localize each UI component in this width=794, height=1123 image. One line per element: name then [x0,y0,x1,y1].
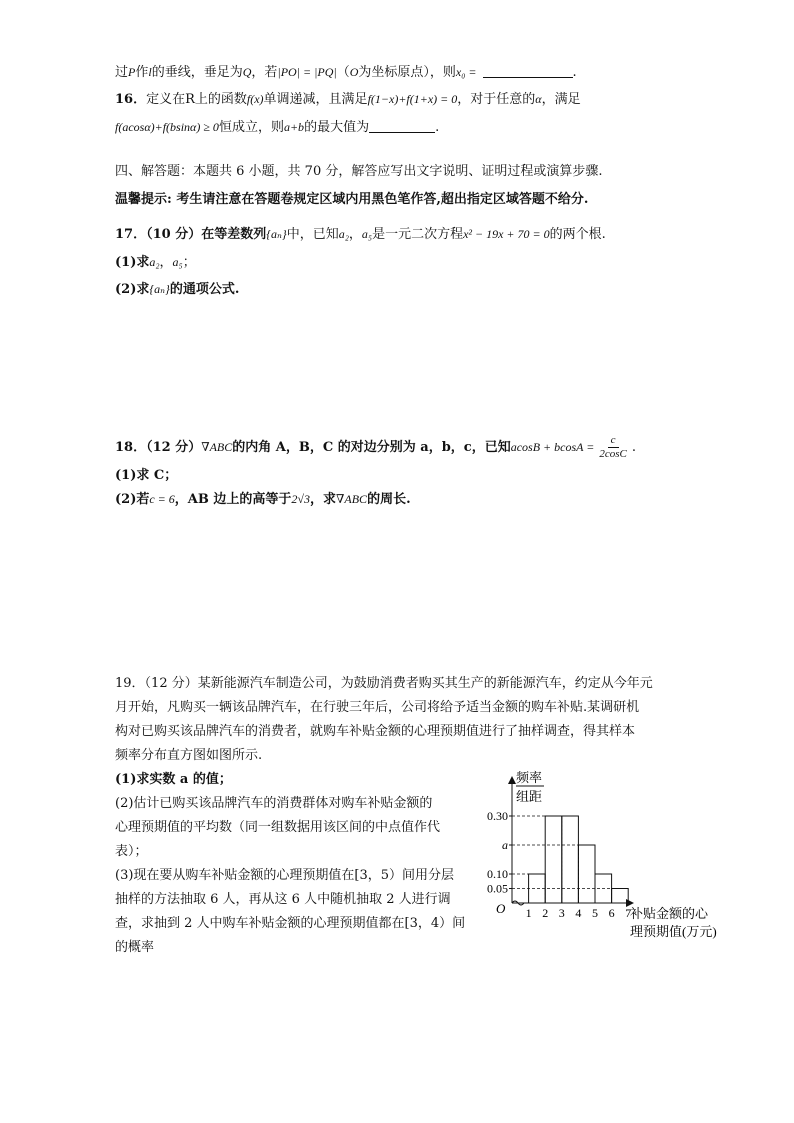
math-triangle: ∇ABC [336,492,368,506]
math-fx: f(x) [246,92,264,106]
q16-line-2 [115,117,439,138]
math-x0: x₀ = [455,65,477,79]
math-a2: a₂ [149,255,160,269]
text: 定义在R上的函数 [146,92,247,107]
text: 过 [115,65,129,80]
math-q: Q [242,65,252,79]
text: 是一元二次方程 [372,227,464,242]
math-fraction [596,434,630,461]
histogram-bar [545,816,562,903]
histogram-bar [612,889,629,904]
text: ； [182,255,196,270]
text: 的两个根. [549,227,606,242]
q19-part-1: (1)求实数 a 的值； [115,772,232,787]
y-axis-arrow [508,776,516,784]
math-lhs: acosB + bcosA = [510,440,595,454]
question-head: 18．（12 分） [115,440,202,455]
q19-part-2b: 心理预期值的平均数（同一组数据用该区间的中点值作代 [115,820,441,835]
math-a-plus-b: a+b [283,120,305,134]
origin-label: O [496,901,506,916]
text: 中，已知 [286,227,339,242]
q19-part-2c: 表）； [115,844,148,859]
y-label-bottom: 组距 [516,789,543,804]
math-o: O [349,65,359,79]
fraction-denominator: 2cosC [599,448,627,460]
section-tip: 温馨提示: 考生请注意在答题卷规定区域内用黑色笔作答,超出指定区域答题不给分. [115,192,589,207]
x-tick-label: 4 [575,906,582,920]
text: ， [159,255,173,270]
y-tick-label: 0.30 [487,809,508,823]
text: ，若 [251,65,278,80]
text: ，满足 [541,92,581,107]
text: 的最大值为 [304,120,370,135]
math-sequence: {aₙ} [149,282,170,296]
text: 作 [135,65,149,80]
q17-part-1 [115,252,196,273]
text: (2)求 [115,282,150,297]
x-tick-label: 3 [558,906,565,920]
q18-part-1: (1)求 C； [115,468,178,483]
math-l: l [148,65,152,79]
text: ， [348,227,362,242]
math-a5: a₅ [361,227,373,241]
q15-continuation-line [115,62,577,83]
text: 单调递减，且满足 [263,92,368,107]
q16-line-1 [115,89,581,110]
text: ，对于任意的 [457,92,536,107]
question-number: 16． [115,92,147,107]
histogram-bar [562,816,579,903]
answer-blank [369,118,435,133]
q19-line-2: 月开始，凡购买一辆该品牌汽车，在行驶三年后，公司将给予适当金额的购车补贴.某调研机 [115,700,640,715]
answer-blank [483,63,573,78]
text: . [572,65,577,80]
math-a5: a₅ [172,255,183,269]
section-title: 四、解答题：本题共 6 小题，共 70 分，解答应写出文字说明、证明过程或演算步骤. [115,164,603,179]
q19-part-3a: (3)现在要从购车补贴金额的心理预期值在[3，5）间用分层 [115,868,455,883]
text: ，AB 边上的高等于 [174,492,292,507]
x-tick-label: 5 [592,906,598,920]
q19-part-3d: 的概率 [115,940,155,955]
q18-part-2 [115,489,411,510]
text: 为坐标原点），则 [358,65,456,80]
math-condition: f(1−x)+f(1+x) = 0 [367,92,458,106]
x-tick-label: 1 [525,906,532,920]
q19-part-3b: 抽样的方法抽取 6 人，再从这 6 人中随机抽取 2 人进行调 [115,892,451,907]
text: 的通项公式. [169,282,240,297]
x-tick-label: 6 [608,906,615,920]
text: ，求 [310,492,337,507]
q17-stem [115,224,606,245]
question-head: 17．（10 分）在等差数列 [115,227,267,242]
text: 的内角 A，B，C 的对边分别为 a，b，c，已知 [232,440,511,455]
x-label-line2: 理预期值(万元) [630,924,717,939]
y-tick-label: a [502,838,508,852]
q19-part-3c: 查，求抽到 2 人中购车补贴金额的心理预期值都在[3，4）间 [115,916,466,931]
math-c: c = 6 [149,492,175,506]
q19-line-4: 频率分布直方图如图所示. [115,748,263,763]
fraction-numerator: c [608,434,619,448]
q18-stem [115,433,636,462]
histogram-bar [578,845,595,903]
q17-part-2 [115,279,239,300]
math-inequality: f(acosα)+f(bsinα) ≥ 0 [115,120,219,134]
text: (2)若 [115,492,150,507]
text: 的垂线，垂足为 [151,65,243,80]
y-label-top: 频率 [516,770,543,785]
text: 的周长. [367,492,411,507]
math-abs-eq: |PO| = |PQ| [277,65,337,79]
text: 恒成立，则 [218,120,284,135]
frequency-histogram [472,768,742,948]
text: . [435,120,440,135]
y-tick-label: 0.10 [487,867,508,881]
x-label-line1: 补贴金额的心 [630,906,709,921]
x-tick-label: 7 [625,906,632,920]
y-tick-label: 0.05 [487,881,508,896]
math-equation: x² − 19x + 70 = 0 [463,227,550,241]
q19-part-2a: (2)估计已购买该品牌汽车的消费群体对购车补贴金额的 [115,796,433,811]
math-sequence: {aₙ} [266,227,287,241]
math-p: P [128,65,136,79]
math-triangle: ∇ABC [201,440,233,454]
text: （ [336,65,350,80]
text: . [631,440,636,455]
math-a2: a₂ [338,227,349,241]
math-alpha: α [535,92,542,106]
text: (1)求 [115,255,150,270]
math-height: 2√3 [291,492,310,506]
x-tick-label: 2 [542,906,549,920]
q19-line-1: 19．（12 分）某新能源汽车制造公司，为鼓励消费者购买其生产的新能源汽车，约定从今年元 [115,676,653,691]
q19-line-3: 构对已购买该品牌汽车的消费者，就购车补贴金额的心理预期值进行了抽样调查，得其样本 [115,724,636,739]
